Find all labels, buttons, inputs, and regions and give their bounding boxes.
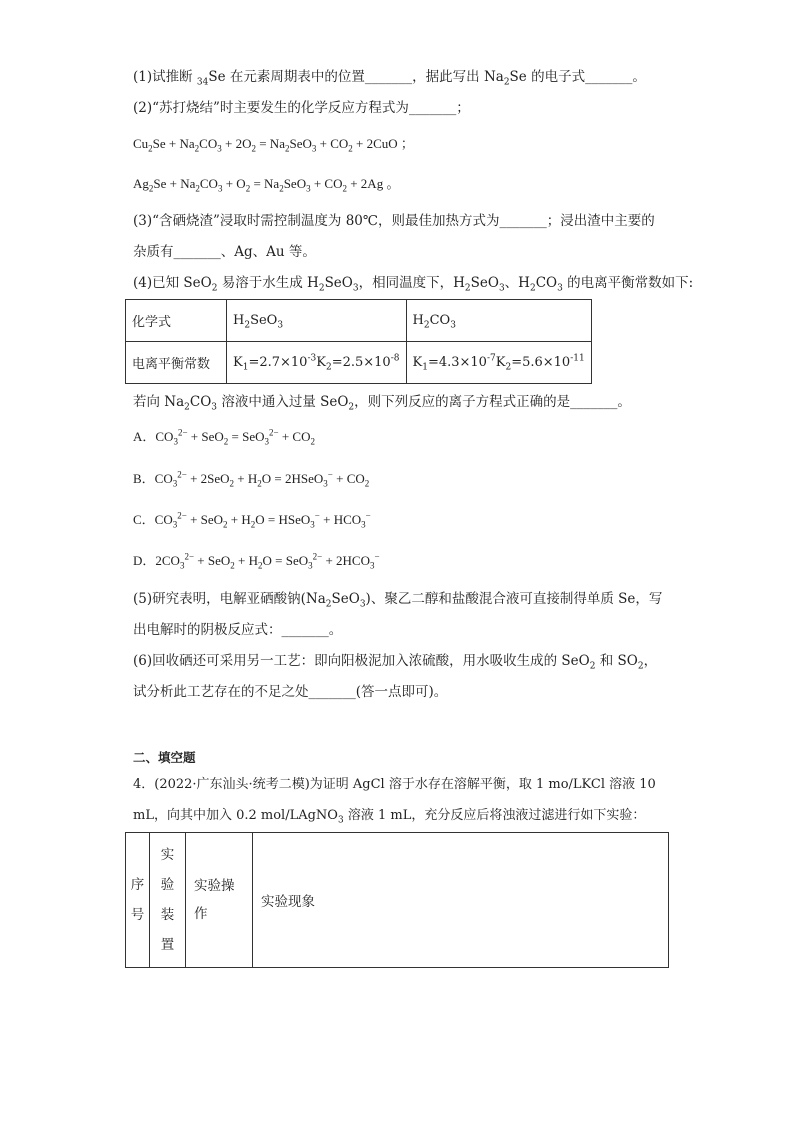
question-2: (2)“苏打烧结”时主要发生的化学反应方程式为_______； (133, 100, 470, 116)
table-header-h2seo3: $H_2SeO_3$ (227, 300, 407, 342)
option-d: D．$2CO_3^{2-} + SeO_2 + H_2O = SeO_3^{2-} + 2HCO_3^-$ (133, 551, 380, 571)
question-4-part-b: 若向 $Na_2CO_3$ 溶液中通入过量 SeO$_2$，则下列反应的离子方程式正确的是_______。 (133, 394, 631, 413)
option-a: A．$CO_3^{2-} + SeO_2 = SeO_3^{2-} + CO_2$ (133, 427, 315, 447)
table-row-label: 电离平衡常数 (126, 342, 227, 384)
table-header-h2co3: $H_2CO_3$ (406, 300, 591, 342)
experiment-table (125, 832, 669, 968)
question-7-line-2: mL，向其中加入 0.2 mol/LAgNO$_3$ 溶液 1 mL，充分反应后将浊液过滤进行如下实验： (133, 808, 646, 826)
table-cell-h2co3-k: $K_1=4.3\times 10^{-7}K_2=5.6\times 10^{-11}$ (406, 342, 591, 384)
question-6-line-2: 试分析此工艺存在的不足之处_______(答一点即可)。 (133, 684, 448, 700)
option-b: B．$CO_3^{2-} + 2SeO_2 + H_2O$ = 2HSeO$_3$− + $CO_2$ (133, 469, 370, 489)
question-6-line-1: (6)回收硒还可采用另一工艺：即向阳极泥加入浓硫酸，用水吸收生成的 SeO$_2$ 和 $SO_2$， (133, 653, 658, 672)
table-header-formula: 化学式 (126, 300, 227, 342)
question-5-line-1: (5)研究表明，电解亚硒酸钠$(Na_2SeO_3)$、聚乙二醇和盐酸混合液可直接制得单质 Se，写 (133, 591, 663, 610)
equation-2: $Ag_2Se + Na_2CO_3 + O_2 = Na_2SeO_3 + CO_2 + 2Ag$ 。 (133, 176, 400, 194)
question-1: (1)试推断 $_{34}$Se 在元素周期表中的位置_______，据此写出 $Na_2Se$ 的电子式_______。 (133, 69, 646, 88)
ionization-constant-table (125, 299, 592, 384)
question-3-line-2: 杂质有_______、Ag、Au 等。 (133, 244, 316, 260)
header-operation: 实验操 作 (186, 833, 253, 968)
table-cell-h2seo3-k: $K_1=2.7\times 10^{-3}K_2=2.5\times 10^{-8}$ (227, 342, 407, 384)
question-4: (4)已知 SeO$_2$ 易溶于水生成 $H_2SeO_3$，相同温度下，$H_2SeO_3$、$H_2CO_3$ 的电离平衡常数如下: (133, 275, 694, 294)
equation-1: $Cu_2Se + Na_2CO_3 + 2O_2 = Na_2SeO_3 + CO_2 + 2CuO$ ； (133, 136, 414, 154)
header-serial: 序 号 (126, 833, 150, 968)
section-title: 二、填空题 (133, 750, 196, 765)
header-apparatus: 实 验 装 置 (150, 833, 186, 968)
option-c: C．$CO_3^{2-} + SeO_2 + H_2O$ = HSeO$_3$− + $HCO_3^-$ (133, 510, 371, 530)
question-7-line-1: 4．(2022·广东汕头·统考二模)为证明 AgCl 溶于水存在溶解平衡，取 1 mo/LKCl 溶液 10 (133, 777, 656, 792)
header-phenomenon: 实验现象 (253, 833, 669, 968)
question-3-line-1: (3)“含硒烧渣”浸取时需控制温度为 80℃，则最佳加热方式为_______；浸出渣中主要的 (133, 213, 655, 229)
question-5-line-2: 出电解时的阴极反应式：_______。 (133, 622, 343, 638)
